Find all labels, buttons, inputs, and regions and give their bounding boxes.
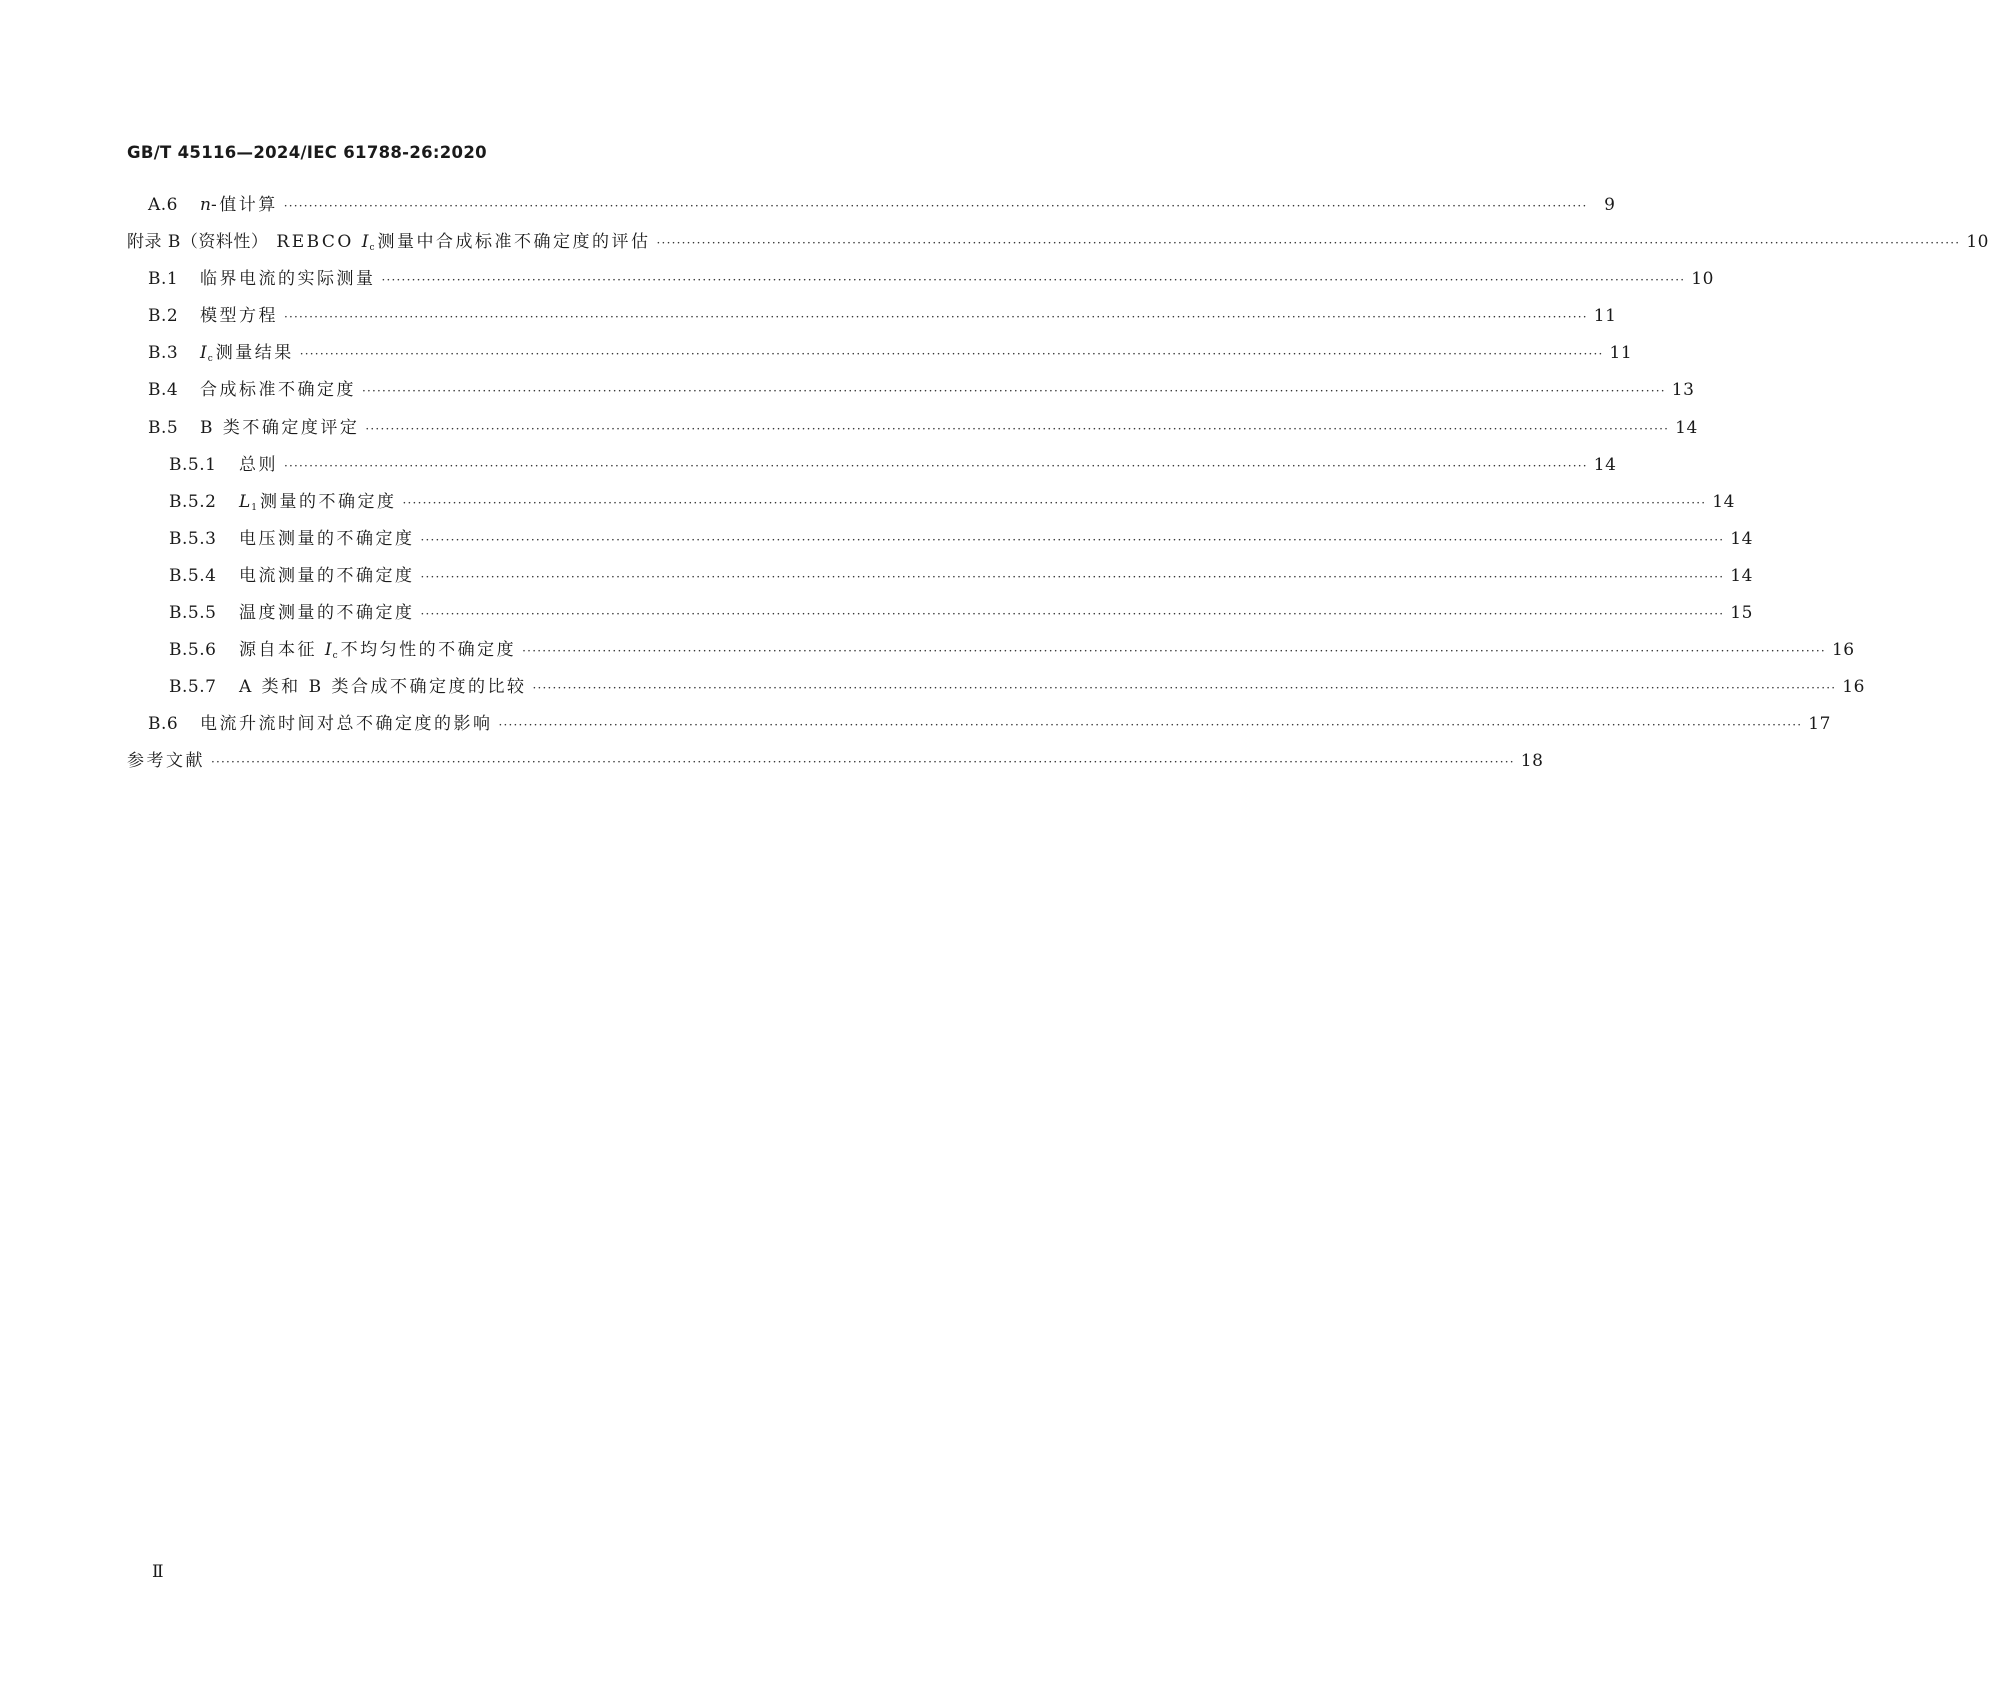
toc-entry-symbol-subscript: 1 [251, 502, 258, 513]
toc-entry-title-text: 总则 [239, 454, 278, 475]
toc-entry-page-number: 16 [1831, 640, 1855, 661]
toc-entry-title [200, 416, 359, 440]
toc-entry[interactable] [127, 749, 1544, 786]
toc-entry-title [239, 601, 415, 625]
toc-dot-leader: ···································································································································································································································································· [420, 607, 1725, 622]
toc-entry-number: B.5.1 [169, 454, 217, 475]
toc-entry-symbol: L [239, 491, 251, 512]
toc-dot-leader: ···································································································································································································································································· [283, 199, 1588, 213]
toc-entry[interactable] [127, 601, 1753, 638]
toc-entry-symbol: n [200, 195, 211, 215]
toc-entry-number: B.2 [148, 306, 179, 327]
toc-entry-title [200, 304, 278, 328]
toc-entry-title-text: 模型方程 [200, 306, 278, 327]
toc-entry[interactable] [127, 230, 1989, 267]
toc-entry-title-text: 临界电流的实际测量 [200, 269, 376, 290]
toc-dot-leader: ···································································································································································································································································· [532, 681, 1837, 696]
toc-entry-title-text: 电压测量的不确定度 [239, 528, 415, 549]
toc-entry-title-text: 电流测量的不确定度 [239, 565, 415, 586]
toc-entry-title-text: 测量结果 [215, 343, 294, 364]
toc-entry-number: B.5.3 [169, 528, 217, 549]
toc-entry[interactable] [127, 193, 1616, 230]
toc-entry[interactable] [127, 712, 1831, 749]
toc-entry[interactable] [127, 527, 1753, 564]
toc-entry[interactable] [127, 341, 1633, 378]
toc-entry-symbol-subscript: c [332, 651, 338, 662]
toc-entry-page-number: 10 [1691, 269, 1714, 290]
toc-entry[interactable] [127, 490, 1735, 527]
toc-entry-title-prefix: 源自本征 [239, 640, 325, 661]
toc-entry-title-text: 电流升流时间对总不确定度的影响 [200, 714, 493, 735]
toc-entry-number: B.4 [148, 380, 179, 401]
toc-entry-page-number: 16 [1842, 677, 1865, 698]
toc-entry-title [239, 638, 516, 668]
toc-entry-title [276, 230, 650, 260]
toc-entry-number: B.3 [148, 343, 179, 364]
toc-entry-title-text: 测量中合成标准不确定度的评估 [377, 232, 651, 253]
toc-entry-title-text: 测量的不确定度 [260, 491, 397, 512]
toc-dot-leader: ···································································································································································································································································· [381, 273, 1686, 288]
toc-entry-page-number: 14 [1675, 417, 1698, 438]
toc-dot-leader: ···································································································································································································································································· [402, 495, 1707, 510]
toc-entry-title [239, 453, 278, 477]
toc-entry-title [200, 378, 356, 402]
toc-entry-title [200, 712, 493, 736]
toc-entry-page-number: 11 [1609, 343, 1633, 364]
toc-dot-leader: ···································································································································································································································································· [420, 569, 1725, 584]
toc-entry-title-prefix: REBCO [276, 232, 362, 253]
toc-entry[interactable] [127, 267, 1714, 304]
toc-entry-title-text: 参考文献 [127, 751, 205, 772]
toc-entry-number: B.5 [148, 417, 179, 438]
toc-dot-leader: ···································································································································································································································································· [656, 236, 1961, 251]
toc-entry[interactable] [127, 564, 1753, 601]
toc-entry-title-text: 不均匀性的不确定度 [340, 640, 517, 661]
toc-entry-title [239, 675, 526, 699]
toc-dot-leader: ···································································································································································································································································· [365, 421, 1670, 436]
toc-dot-leader: ···································································································································································································································································· [420, 532, 1725, 547]
toc-entry-title-text: B 类不确定度评定 [200, 417, 360, 438]
toc-entry-page-number: 10 [1966, 232, 1989, 253]
toc-dot-leader: ···································································································································································································································································· [284, 310, 1588, 325]
toc-entry-number: B.5.6 [169, 640, 217, 661]
toc-entry[interactable] [127, 416, 1698, 453]
toc-entry-page-number: 14 [1593, 454, 1617, 475]
toc-entry-page-number: 14 [1712, 491, 1735, 512]
toc-entry-page-number: 14 [1730, 565, 1753, 586]
toc-entry-page-number: 9 [1604, 195, 1616, 215]
toc-entry-page-number: 13 [1671, 380, 1695, 401]
toc-entry-title-text: 合成标准不确定度 [200, 380, 356, 401]
toc-entry-symbol: I [361, 232, 369, 253]
toc-entry-page-number: 18 [1520, 751, 1544, 772]
toc-entry-page-number: 17 [1808, 714, 1831, 735]
toc-entry-number: B.5.5 [169, 603, 217, 624]
toc-dot-leader: ···································································································································································································································································· [299, 347, 1604, 362]
toc-dot-leader: ···································································································································································································································································· [211, 755, 1515, 770]
toc-entry-title-text: 温度测量的不确定度 [239, 603, 415, 624]
toc-entry[interactable] [127, 453, 1617, 490]
toc-entry-title [239, 564, 415, 588]
toc-entry-page-number: 11 [1593, 306, 1617, 327]
toc-entry-symbol-subscript: c [369, 243, 375, 254]
toc-dot-leader: ···································································································································································································································································· [522, 644, 1826, 659]
toc-dot-leader: ···································································································································································································································································· [498, 718, 1803, 733]
toc-entry-title [200, 267, 376, 291]
toc-entry-title-text: -值计算 [210, 195, 278, 215]
toc-entry-number: B.5.7 [169, 677, 217, 698]
toc-entry-number: B.1 [148, 269, 179, 290]
toc-entry-page-number: 14 [1730, 528, 1753, 549]
toc-entry-title-text: A 类和 B 类合成不确定度的比较 [239, 677, 527, 698]
toc-dot-leader: ···································································································································································································································································· [362, 384, 1666, 399]
toc-entry-title [200, 193, 278, 217]
toc-entry-symbol-subscript: c [207, 354, 213, 365]
running-header [127, 143, 487, 162]
toc-entry-title [239, 490, 397, 520]
toc-entry[interactable] [127, 638, 1855, 675]
toc-entry-title [200, 341, 294, 371]
toc-entry[interactable] [127, 675, 1865, 712]
toc-entry-page-number: 15 [1730, 603, 1753, 624]
toc-entry-symbol: I [200, 343, 207, 364]
toc-entry[interactable] [127, 304, 1617, 341]
toc-dot-leader: ···································································································································································································································································· [284, 458, 1588, 473]
standard-number: GB/T 45116—2024/IEC 61788-26:2020 [127, 143, 487, 162]
toc-entry-number: 附录 B（资料性） [127, 232, 269, 253]
table-of-contents [127, 193, 1989, 787]
toc-entry-number: B.5.4 [169, 565, 217, 586]
toc-entry-title [127, 749, 205, 773]
toc-entry-number: A.6 [148, 195, 178, 215]
toc-entry-number: B.6 [148, 714, 179, 735]
toc-entry-title [239, 527, 415, 551]
toc-entry-number: B.5.2 [169, 491, 217, 512]
page-folio: Ⅱ [152, 1562, 164, 1582]
toc-entry-symbol: I [324, 640, 332, 661]
toc-entry[interactable] [127, 378, 1695, 415]
